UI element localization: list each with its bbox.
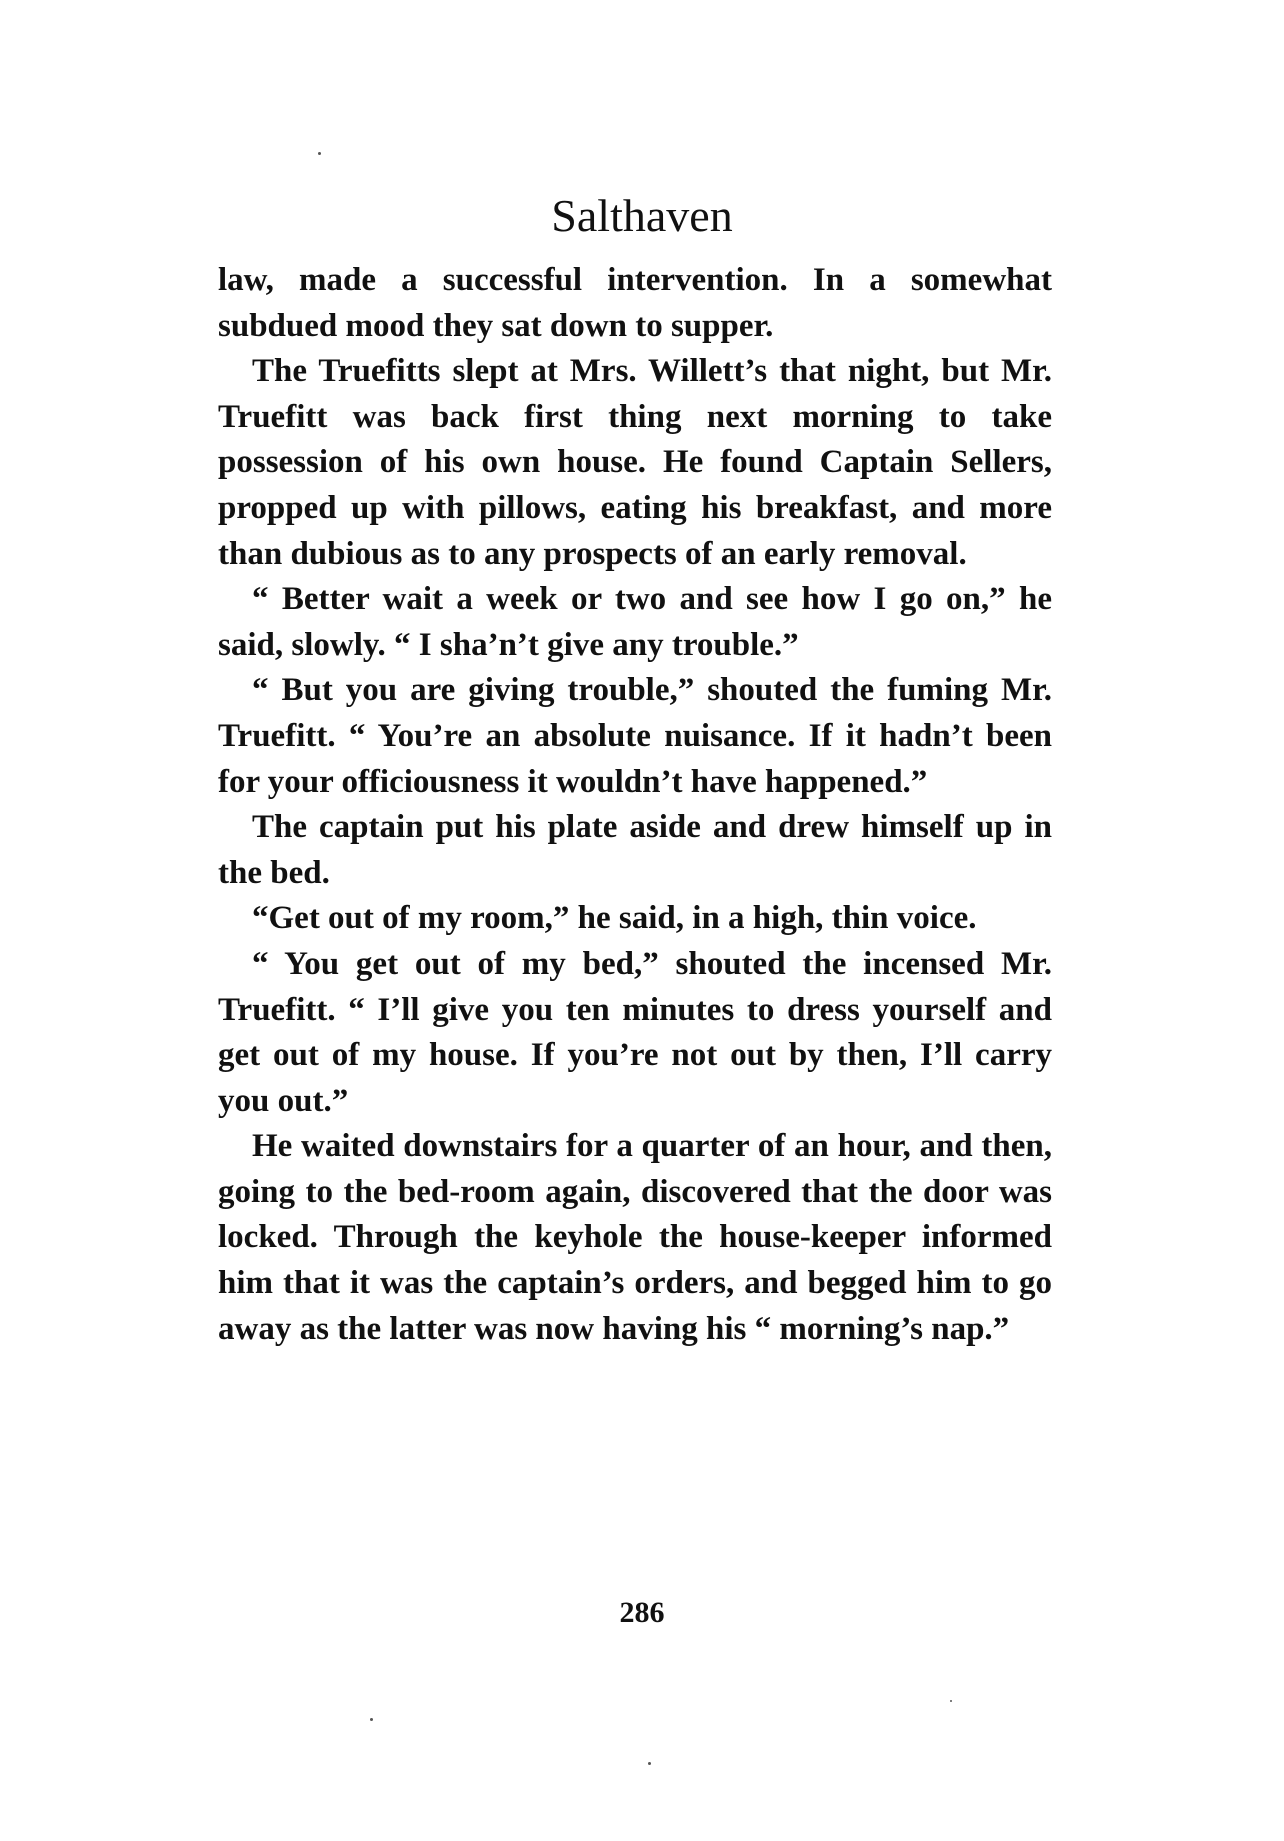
scan-speck bbox=[648, 1762, 651, 1765]
paragraph-continuation: law, made a successful intervention. In a somewhat subdued mood they sat down to supper. bbox=[218, 262, 1052, 344]
paragraph: He waited downstairs for a quarter of an hour, and then, going to the bed-room again, discovered that the door was locked. Through the keyhole the house-keeper informed him that it was the captain’s orders, and begged him to go away as the latter was now having his “ morning’s nap.” bbox=[218, 1128, 1052, 1347]
paragraph: “ You get out of my bed,” shouted the incensed Mr. Truefitt. “ I’ll give you ten minutes to dress yourself and get out of my house. If you’re not out by then, I’ll carry you out.” bbox=[218, 945, 1052, 1119]
scan-speck bbox=[950, 1700, 952, 1702]
paragraph: “ But you are giving trouble,” shouted the fuming Mr. Truefitt. “ You’re an absolute nuisance. If it hadn’t been for your officiousness it wouldn’t have happened.” bbox=[218, 672, 1052, 800]
scan-speck bbox=[370, 1718, 373, 1721]
paragraph: “Get out of my room,” he said, in a high, thin voice. bbox=[252, 900, 977, 937]
paragraph: The Truefitts slept at Mrs. Willett’s that night, but Mr. Truefitt was back first thing next morning to take possession of his own house. He found Captain Sellers, propped up with pillows, eating his breakfast, and more than dubious as to any prospects of an early removal. bbox=[218, 353, 1052, 572]
page-number: 286 bbox=[619, 1596, 665, 1629]
scan-speck bbox=[318, 152, 321, 155]
paragraph: The captain put his plate aside and drew himself up in the bed. bbox=[218, 809, 1052, 891]
body-text bbox=[218, 258, 1052, 1352]
paragraph: “ Better wait a week or two and see how I go on,” he said, slowly. “ I sha’n’t give any trouble.” bbox=[218, 581, 1052, 663]
running-head-title: Salthaven bbox=[551, 190, 733, 241]
